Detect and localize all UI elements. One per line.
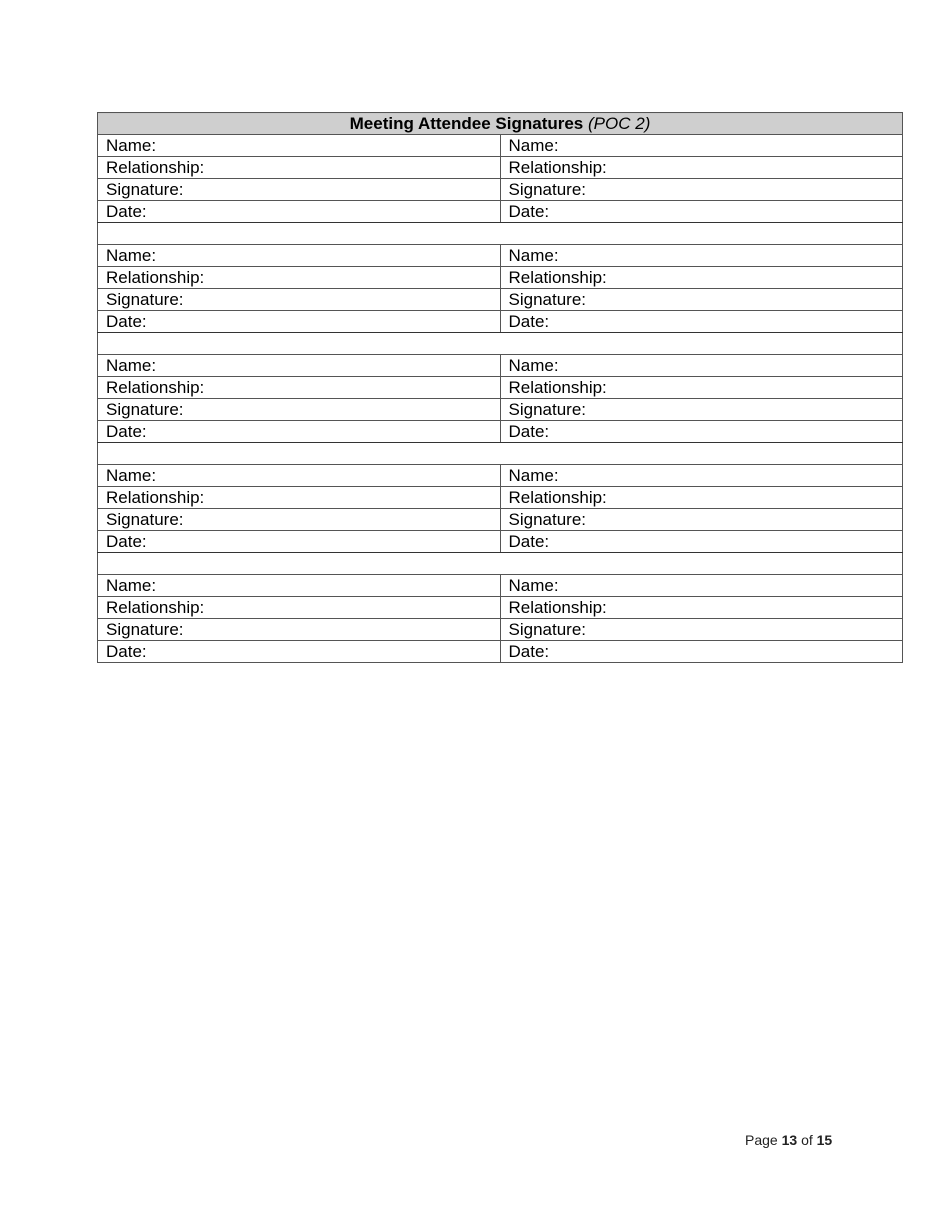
block-spacer-cell [98,333,903,355]
right-relationship-field[interactable]: Relationship: [500,157,903,179]
block-spacer-row [98,223,903,245]
left-relationship-field[interactable]: Relationship: [98,157,501,179]
left-date-field[interactable]: Date: [98,311,501,333]
signature-row-date [98,421,903,443]
left-date-field[interactable]: Date: [98,421,501,443]
right-signature-field[interactable]: Signature: [500,399,903,421]
left-signature-field[interactable]: Signature: [98,619,501,641]
left-date-field[interactable]: Date: [98,641,501,663]
right-date-field[interactable]: Date: [500,641,903,663]
signature-row-name [98,355,903,377]
right-signature-field[interactable]: Signature: [500,619,903,641]
right-relationship-field[interactable]: Relationship: [500,597,903,619]
block-spacer-row [98,333,903,355]
table-header-row [98,113,903,135]
block-spacer-row [98,553,903,575]
left-signature-field[interactable]: Signature: [98,289,501,311]
right-date-field[interactable]: Date: [500,421,903,443]
signature-row-signature [98,289,903,311]
signature-row-signature [98,619,903,641]
right-date-field[interactable]: Date: [500,201,903,223]
signature-row-name [98,575,903,597]
signature-row-name [98,135,903,157]
block-spacer-cell [98,223,903,245]
right-signature-field[interactable]: Signature: [500,289,903,311]
of-word: of [801,1132,813,1148]
current-page-number: 13 [781,1132,798,1148]
left-signature-field[interactable]: Signature: [98,179,501,201]
signature-row-relationship [98,597,903,619]
signature-row-date [98,531,903,553]
signature-row-relationship [98,487,903,509]
left-date-field[interactable]: Date: [98,531,501,553]
table-title [98,113,903,135]
right-name-field[interactable]: Name: [500,575,903,597]
signature-row-relationship [98,267,903,289]
total-pages-number: 15 [816,1132,833,1148]
signature-row-date [98,641,903,663]
signature-row-date [98,201,903,223]
left-name-field[interactable]: Name: [98,355,501,377]
left-relationship-field[interactable]: Relationship: [98,377,501,399]
signature-row-name [98,245,903,267]
left-name-field[interactable]: Name: [98,245,501,267]
right-signature-field[interactable]: Signature: [500,179,903,201]
left-signature-field[interactable]: Signature: [98,399,501,421]
right-relationship-field[interactable]: Relationship: [500,267,903,289]
signature-row-signature [98,399,903,421]
right-name-field[interactable]: Name: [500,465,903,487]
left-name-field[interactable]: Name: [98,135,501,157]
signature-row-relationship [98,377,903,399]
right-date-field[interactable]: Date: [500,531,903,553]
left-name-field[interactable]: Name: [98,465,501,487]
left-relationship-field[interactable]: Relationship: [98,267,501,289]
block-spacer-cell [98,443,903,465]
signature-row-signature [98,509,903,531]
right-relationship-field[interactable]: Relationship: [500,487,903,509]
right-date-field[interactable]: Date: [500,311,903,333]
table-title-suffix: (POC 2) [588,114,651,133]
right-name-field[interactable]: Name: [500,245,903,267]
signature-row-name [98,465,903,487]
signature-row-date [98,311,903,333]
left-signature-field[interactable]: Signature: [98,509,501,531]
right-name-field[interactable]: Name: [500,355,903,377]
attendee-signature-table [97,112,903,663]
left-date-field[interactable]: Date: [98,201,501,223]
block-spacer-cell [98,553,903,575]
right-relationship-field[interactable]: Relationship: [500,377,903,399]
signature-row-signature [98,179,903,201]
page-word: Page [745,1132,778,1148]
right-name-field[interactable]: Name: [500,135,903,157]
table-title-main: Meeting Attendee Signatures [349,114,584,133]
block-spacer-row [98,443,903,465]
signature-row-relationship [98,157,903,179]
right-signature-field[interactable]: Signature: [500,509,903,531]
left-relationship-field[interactable]: Relationship: [98,597,501,619]
left-name-field[interactable]: Name: [98,575,501,597]
left-relationship-field[interactable]: Relationship: [98,487,501,509]
page-footer [745,1132,832,1148]
